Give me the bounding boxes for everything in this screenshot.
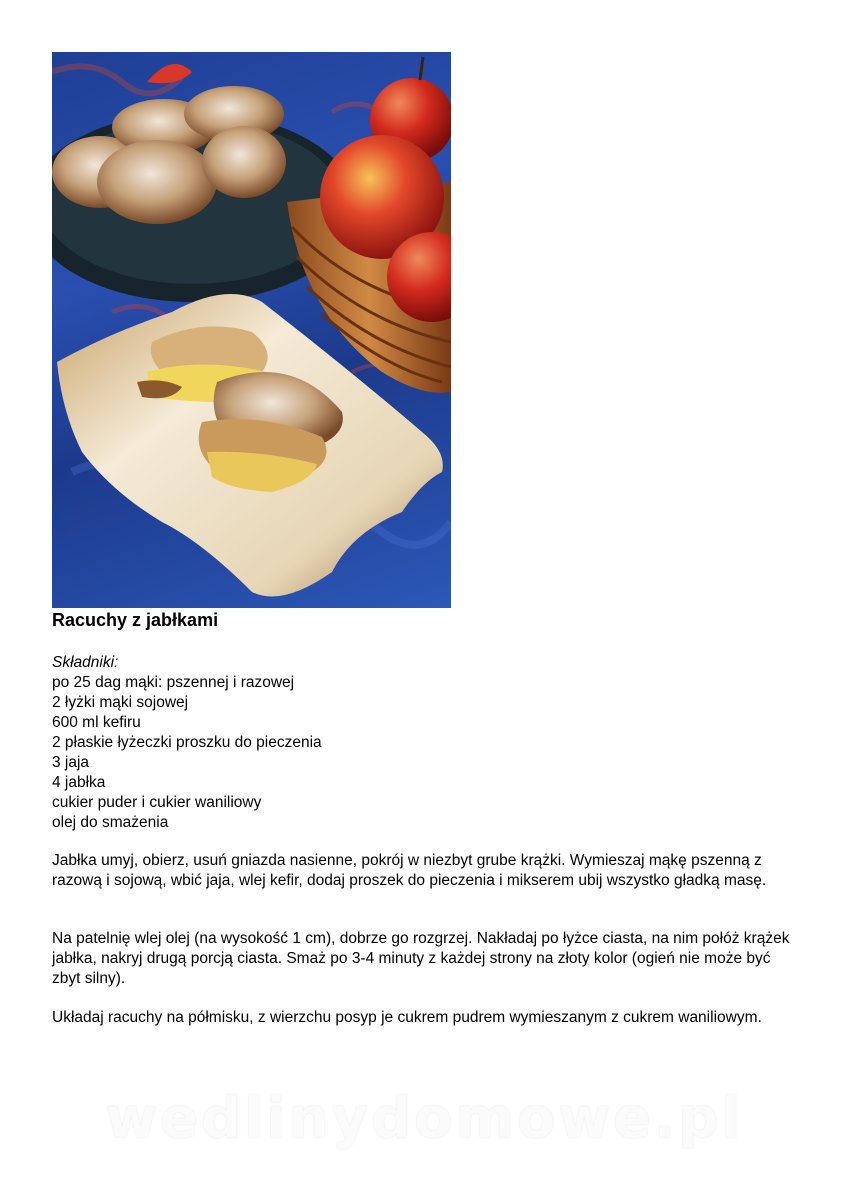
watermark: wedlinydomowe.pl — [105, 1086, 744, 1151]
ingredient-item: 2 łyżki mąki sojowej — [52, 694, 189, 711]
ingredient-item: 600 ml kefiru — [52, 714, 141, 731]
step-paragraph: Jabłka umyj, obierz, usuń gniazda nasienne, pokrój w niezbyt grube krążki. Wymieszaj mąkę pszenną z razową i sojową, wbić jaja, wlej kefir, dodaj proszek do pieczenia i mikserem ubij wszystko gładką masę. — [52, 852, 767, 889]
ingredient-item: 2 płaskie łyżeczki proszku do pieczenia — [52, 734, 322, 751]
ingredients-heading: Składniki: — [52, 654, 119, 671]
ingredient-item: olej do smażenia — [52, 814, 169, 831]
ingredient-item: cukier puder i cukier waniliowy — [52, 794, 262, 811]
recipe-photo — [52, 52, 451, 608]
ingredient-item: 3 jaja — [52, 754, 90, 771]
recipe-title: Racuchy z jabłkami — [52, 610, 219, 630]
step-paragraph: Na patelnię wlej olej (na wysokość 1 cm), dobrze go rozgrzej. Nakładaj po łyżce ciasta, na nim połóż krążek jabłka, nakryj drugą porcją ciasta. Smaż po 3-4 minuty z każdej strony na złoty kolor (ogień nie może być zbyt silny). — [52, 930, 790, 987]
ingredients-list — [52, 673, 322, 833]
ingredient-item: po 25 dag mąki: pszennej i razowej — [52, 674, 295, 691]
ingredient-item: 4 jabłka — [52, 774, 106, 791]
step-paragraph: Układaj racuchy na półmisku, z wierzchu posyp je cukrem pudrem wymieszanym z cukrem waniliowym. — [52, 1009, 762, 1026]
